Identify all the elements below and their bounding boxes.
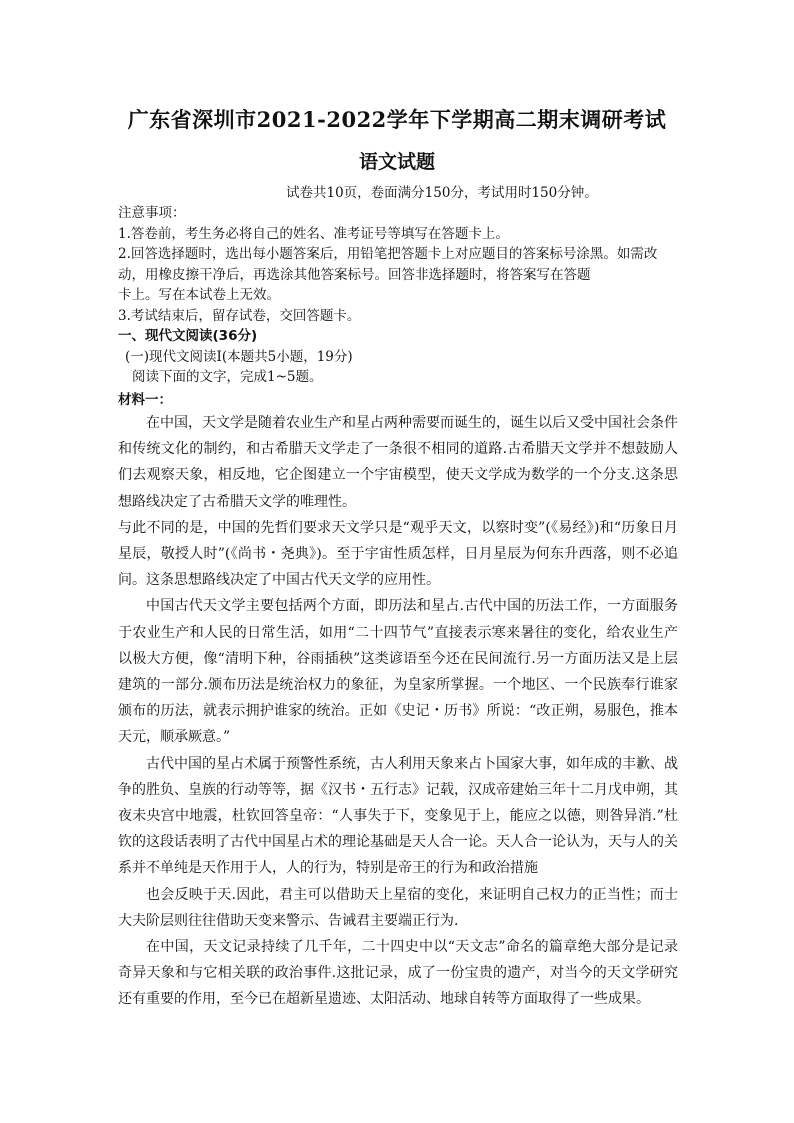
exam-content: [118, 203, 678, 1013]
section-heading: 一、现代文阅读(36分): [118, 328, 258, 344]
note-item-3: 3.考试结束后，留存试卷，交回答题卡。: [118, 307, 361, 324]
sub-section-heading: (一)现代文阅读Ⅰ(本题共5小题，19分): [125, 348, 353, 365]
paragraph: 在中国，天文学是随着农业生产和星占两种需要而诞生的，诞生以后又受中国社会条件和传统文化的制约，和古希腊天文学走了一条很不相同的道路.古希腊天文学并不想鼓励人们去观察天象，相反地，它企图建立一个宇宙模型，使天文学成为数学的一个分支.这条思想路线决定了古希腊天文学的唯理性。: [118, 415, 678, 510]
reading-instruction: 阅读下面的文字，完成1~5题。: [132, 369, 323, 385]
exam-subtitle: 语文试题: [358, 151, 435, 173]
note-item-2: 2.回答选择题时，选出每小题答案后，用铅笔把答题卡上对应题目的答案标号涂黑。如需改动，用橡皮擦干净后，再选涂其他答案标号。回答非选择题时，将答案写在答题: [118, 246, 658, 283]
note-item-1: 1.答卷前，考生务必将自己的姓名、准考证号等填写在答题卡上。: [118, 225, 509, 242]
exam-info: 试卷共10页，卷面满分150分，考试用时150分钟。: [286, 185, 598, 201]
article-body: [118, 410, 678, 1013]
paragraph: 与此不同的是，中国的先哲们要求天文学只是“观乎天文，以察时变”(《易经》)和“历象日月星辰，敬授人时”(《尚书・尧典》)。至于宇宙性质怎样，日月星辰为何东升西落，则不必追问。这条思想路线决定了中国古代天文学的应用性。: [118, 519, 678, 589]
note-item-2-continued: 卡上。写在本试卷上无效。: [118, 287, 280, 303]
paragraph: 也会反映于天.因此，君主可以借助天上星宿的变化，来证明自己权力的正当性；而士大夫阶层则往往借助天变来警示、告诫君主要端正行为.: [118, 886, 678, 929]
exam-title: 广东省深圳市2021-2022学年下学期高二期末调研考试: [127, 107, 667, 132]
notes-heading: 注意事项：: [118, 205, 186, 221]
paragraph: 古代中国的星占术属于预警性系统，古人利用天象来占卜国家大事，如年成的丰歉、战争的胜负、皇族的行动等等，据《汉书・五行志》记载，汉成帝建始三年十二月戊申朔，其夜未央宫中地震，杜钦回答皇帝：“人事失于下，变象见于上，能应之以德，则咎异消.”杜钦的这段话表明了古代中国星占术的理论基础是天人合一论。天人合一论认为，天与人的关系并不单纯是天作用于人，人的行为，特别是帝王的行为和政治措施: [118, 755, 678, 877]
material-label: 材料一：: [118, 391, 172, 408]
paragraph: 中国古代天文学主要包括两个方面，即历法和星占.古代中国的历法工作，一方面服务于农业生产和人民的日常生活，如用“二十四节气”直接表示寒来暑往的变化，给农业生产以极大方便，像“清明下种，谷雨插秧”这类谚语至今还在民间流行.另一方面历法又是上层建筑的一部分.颁布历法是统治权力的象征，为皇家所掌握。一个地区、一个民族奉行谁家颁布的历法，就表示拥护谁家的统治。正如《史记・历书》所说：“改正朔，易服色，推本天元，顺承厥意。”: [118, 598, 678, 746]
paragraph: 在中国，天文记录持续了几千年，二十四史中以“天文志”命名的篇章绝大部分是记录奇异天象和与它相关联的政治事件.这批记录，成了一份宝贵的遗产，对当今的天文学研究还有重要的作用，至今已在超新星遗迹、太阳活动、地球自转等方面取得了一些成果。: [118, 939, 678, 1008]
